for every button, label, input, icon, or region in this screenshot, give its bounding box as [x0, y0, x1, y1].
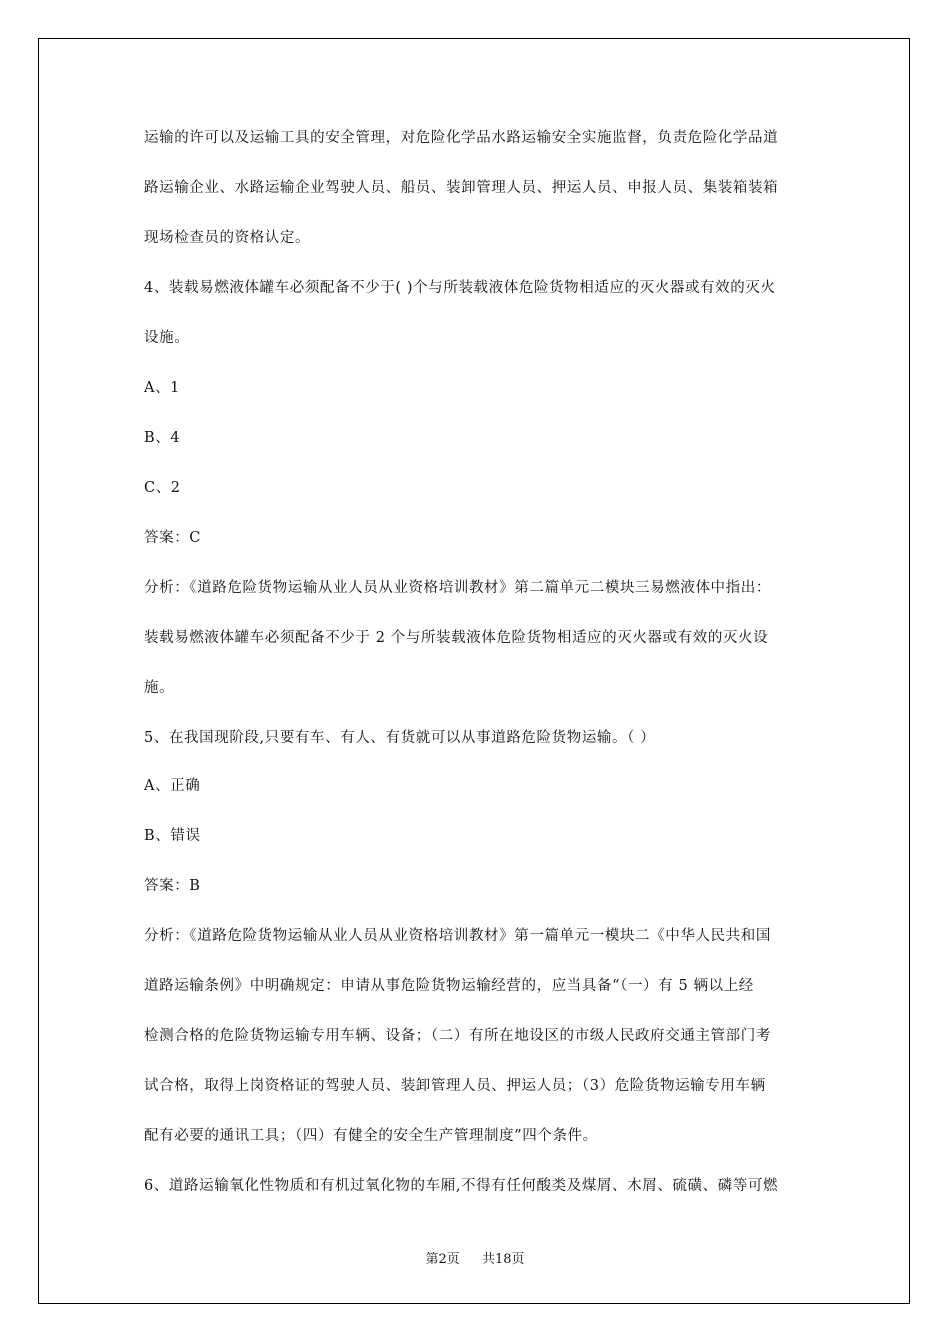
analysis: 分析：《道路危险货物运输从业人员从业资格培训教材》第二篇单元二模块三易燃液体中指出： — [144, 580, 771, 596]
question-5: 5、在我国现阶段,只要有车、有人、有货就可以从事道路危险货物运输。（ ） — [144, 730, 656, 746]
answer: 答案：B — [144, 878, 201, 894]
text-line: 道路运输条例》中明确规定：申请从事危险货物运输经营的，应当具备“（一）有 5 辆以上经 — [144, 978, 754, 994]
text-line: 检测合格的危险货物运输专用车辆、设备；（二）有所在地设区的市级人民政府交通主管部门考 — [144, 1028, 771, 1044]
text-line: 装载易燃液体罐车必须配备不少于 2 个与所装载液体危险货物相适应的灭火器或有效的灭火设 — [144, 630, 769, 646]
text-line: 运输的许可以及运输工具的安全管理，对危险化学品水路运输安全实施监督，负责危险化学品道 — [144, 130, 779, 146]
text-line: 配有必要的通讯工具；（四）有健全的安全生产管理制度”四个条件。 — [144, 1128, 598, 1144]
option-c: C、2 — [144, 480, 181, 496]
text-line: 施。 — [144, 680, 175, 696]
text-line: 试合格，取得上岗资格证的驾驶人员、装卸管理人员、押运人员；（3）危险货物运输专用车辆 — [144, 1078, 766, 1094]
text-line: 设施。 — [144, 330, 190, 346]
option-a: A、1 — [144, 380, 180, 396]
page-footer — [0, 1248, 950, 1267]
option-b: B、4 — [144, 430, 181, 446]
question-4: 4、装载易燃液体罐车必须配备不少于( )个与所装载液体危险货物相适应的灭火器或有效的灭火 — [144, 280, 776, 296]
option-b: B、错误 — [144, 828, 201, 844]
text-line: 现场检查员的资格认定。 — [144, 230, 311, 246]
answer: 答案：C — [144, 530, 201, 546]
option-a: A、正确 — [144, 778, 201, 794]
question-6: 6、道路运输氧化性物质和有机过氧化物的车厢,不得有任何酸类及煤屑、木屑、硫磺、磷等可燃 — [144, 1178, 779, 1194]
page-total: 共18页 — [482, 1252, 525, 1267]
page-number: 第2页 — [425, 1252, 460, 1267]
text-line: 路运输企业、水路运输企业驾驶人员、船员、装卸管理人员、押运人员、申报人员、集装箱装箱 — [144, 180, 779, 196]
analysis: 分析：《道路危险货物运输从业人员从业资格培训教材》第一篇单元一模块二《中华人民共和国 — [144, 928, 771, 944]
